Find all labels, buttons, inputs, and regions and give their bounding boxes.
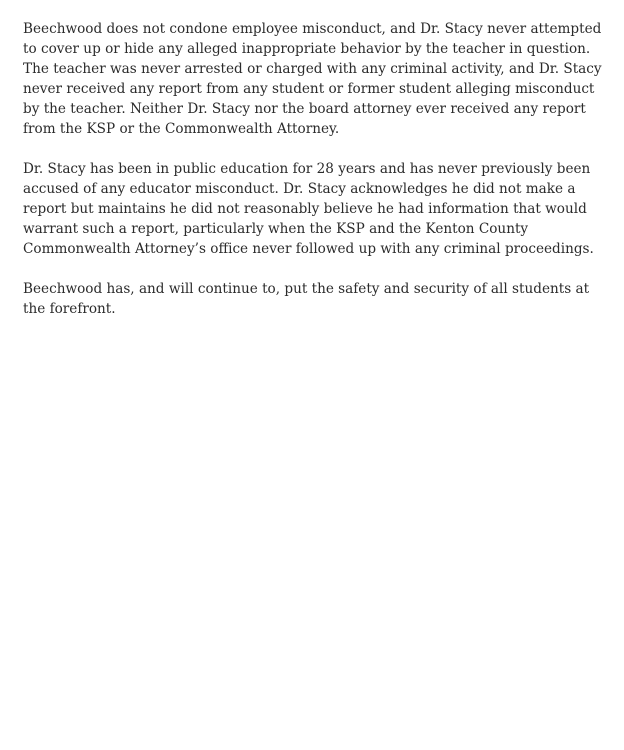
paragraph-career-record: Dr. Stacy has been in public education for 28 years and has never previously been accused of any educator misconduct. Dr. Stacy acknowledges he did not make a report but maintains he did not reasonably believe he had information that would warrant such a report, particularly when the KSP and the Kenton County Commonwealth Attorney’s office never followed up with any criminal proceedings.	[23, 161, 594, 257]
statement-body	[23, 19, 603, 339]
paragraph-misconduct-denial: Beechwood does not condone employee misconduct, and Dr. Stacy never attempted to cover up or hide any alleged inappropriate behavior by the teacher in question. The teacher was never arrested or charged with any criminal activity, and Dr. Stacy never received any report from any student or former student alleging misconduct by the teacher. Neither Dr. Stacy nor the board attorney ever received any report from the KSP or the Commonwealth Attorney.	[23, 21, 602, 137]
paragraph-safety-commitment: Beechwood has, and will continue to, put the safety and security of all students at the forefront.	[23, 281, 590, 317]
